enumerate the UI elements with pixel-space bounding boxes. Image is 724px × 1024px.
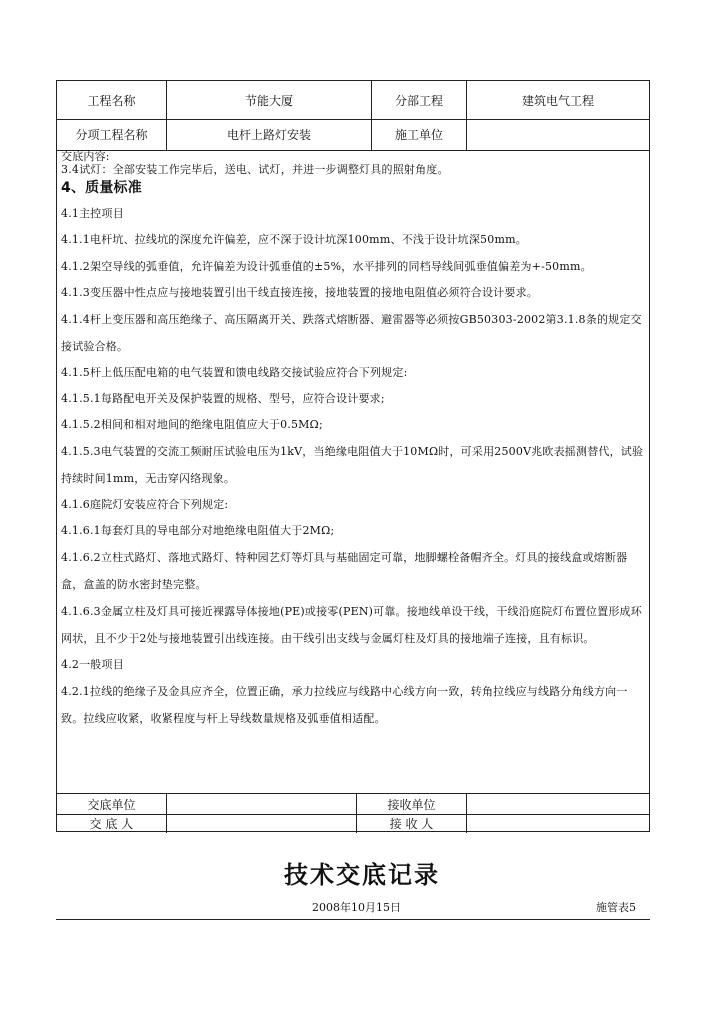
handover-content [57,150,649,794]
content-item: 4.1.5.2相间和相对地间的绝缘电阻值应大于0.5MΩ; [61,418,323,431]
header-row-subitem [57,119,649,151]
content-item: 4.1.1电杆坑、拉线坑的深度允许偏差，应不深于设计坑深100mm、不浅于设计坑深50mm。 [61,233,527,246]
footer-row-units [57,794,649,815]
footer-divider [56,919,650,920]
contractor-value [467,119,649,150]
header-row-project [57,81,649,120]
handover-unit-value [167,794,357,814]
contractor-label: 施工单位 [372,119,467,150]
step-3-4-text: 3.4试灯：全部安装工作完毕后，送电、试灯，并进一步调整灯具的照射角度。 [61,163,449,176]
document-title: 技术交底记录 [284,861,440,889]
subitem-label: 分项工程名称 [57,119,167,150]
footer-row-persons [57,814,649,833]
project-name-value: 节能大厦 [167,81,372,119]
handover-person-value [167,814,357,833]
content-item: 4.1.6.2立柱式路灯、落地式路灯、特种园艺灯等灯具与基础固定可靠，地脚螺栓备帽齐全。灯具的接线盒或熔断器盒，盒盖的防水密封垫完整。 [61,551,628,591]
content-item: 4.1.6庭院灯安装应符合下列规定: [61,498,229,511]
receiver-value [467,814,649,833]
content-item: 4.1.5.3电气装置的交流工频耐压试验电压为1kV，当绝缘电阻值大于10MΩ时，可采用2500V兆欧表摇测替代，试验持续时间1mm，无击穿闪络现象。 [61,445,644,485]
receiving-unit-label: 接收单位 [357,794,467,814]
form-number: 施管表5 [596,901,636,914]
division-value: 建筑电气工程 [521,93,594,108]
technical-handover-form [56,80,650,832]
content-item: 4.2一般项目 [61,658,124,671]
content-item: 4.1.4杆上变压器和高压绝缘子、高压隔离开关、跌落式熔断器、避雷器等必须按GB50303-2002第3.1.8条的规定交接试验合格。 [61,313,642,353]
content-item: 4.1.5杆上低压配电箱的电气装置和馈电线路交接试验应符合下列规定: [61,366,408,379]
receiver-label: 接 收 人 [357,814,467,833]
content-item: 4.1.2架空导线的弧垂值，允许偏差为设计弧垂值的±5%，水平排列的同档导线间弧垂值偏差为+-50mm。 [61,260,592,273]
content-item: 4.1.6.1每套灯具的导电部分对地绝缘电阻值大于2MΩ; [61,524,335,537]
section-title: 4、质量标准 [61,180,142,196]
document-date: 2008年10月15日 [312,901,401,914]
handover-person-label: 交 底 人 [57,814,167,833]
project-name-label: 工程名称 [57,81,167,119]
division-label: 分部工程 [372,81,467,119]
content-item: 4.1.6.3金属立柱及灯具可接近裸露导体接地(PE)或接零(PEN)可靠。接地线单设干线，干线沿庭院灯布置位置形成环网状，且不少于2处与接地装置引出线连接。由干线引出支线与金属灯柱及灯具的接地端子连接，且有标识。 [61,605,642,645]
subitem-value: 电杆上路灯安装 [167,119,372,150]
intro-label: 交底内容: [61,150,110,163]
content-item: 4.2.1拉线的绝缘子及金具应齐全，位置正确，承力拉线应与线路中心线方向一致，转角拉线应与线路分角线方向一致。拉线应收紧，收紧程度与杆上导线数量规格及弧垂值相适配。 [61,685,628,725]
receiving-unit-value [467,794,649,814]
content-item: 4.1.3变压器中性点应与接地装置引出干线直接连接，接地装置的接地电阻值必须符合设计要求。 [61,286,538,299]
handover-unit-label: 交底单位 [57,794,167,814]
content-item: 4.1.5.1每路配电开关及保护装置的规格、型号，应符合设计要求; [61,392,385,405]
content-item: 4.1主控项目 [61,207,124,220]
